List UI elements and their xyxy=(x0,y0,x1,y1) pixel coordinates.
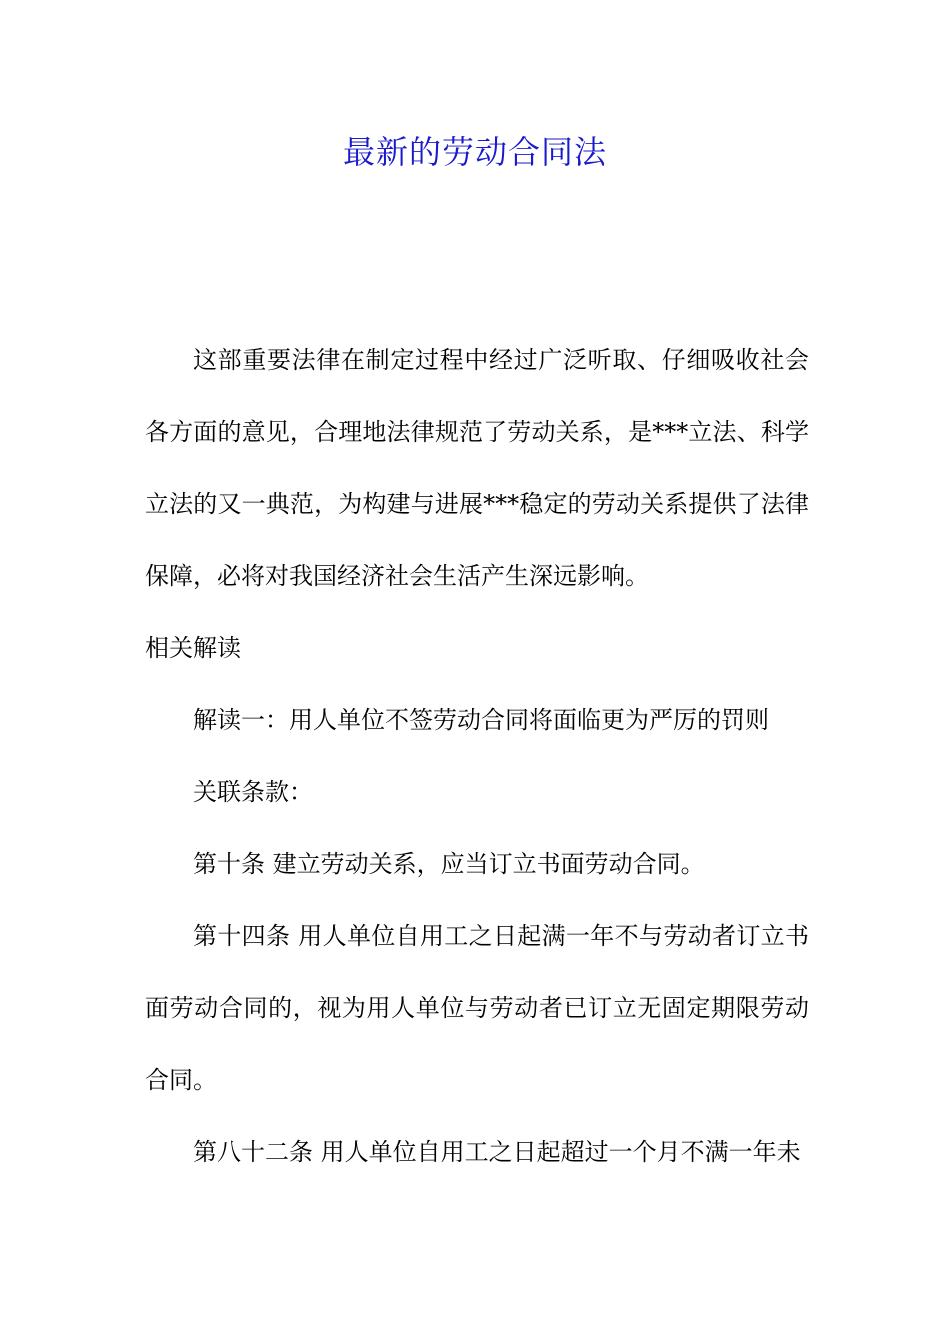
document-title: 最新的劳动合同法 xyxy=(342,133,607,171)
paragraph-interpretation-one: 解读一：用人单位不签劳动合同将面临更为严厉的罚则 xyxy=(193,706,769,734)
paragraph-article-82: 第八十二条 用人单位自用工之日起超过一个月不满一年未 xyxy=(193,1138,801,1166)
document-body xyxy=(145,324,809,1188)
paragraph-intro: 这部重要法律在制定过程中经过广泛听取、仔细吸收社会各方面的意见，合理地法律规范了劳动关系，是***立法、科学立法的又一典范，为构建与进展***稳定的劳动关系提供了法律保障，必将对我国经济社会生活产生深远影响。 xyxy=(145,346,809,590)
paragraph-article-10: 第十条 建立劳动关系，应当订立书面劳动合同。 xyxy=(193,850,705,878)
paragraph-article-14: 第十四条 用人单位自用工之日起满一年不与劳动者订立书面劳动合同的，视为用人单位与劳动者已订立无固定期限劳动合同。 xyxy=(145,922,809,1094)
paragraph-related-clauses: 关联条款： xyxy=(193,778,313,806)
section-heading-related: 相关解读 xyxy=(145,634,241,662)
